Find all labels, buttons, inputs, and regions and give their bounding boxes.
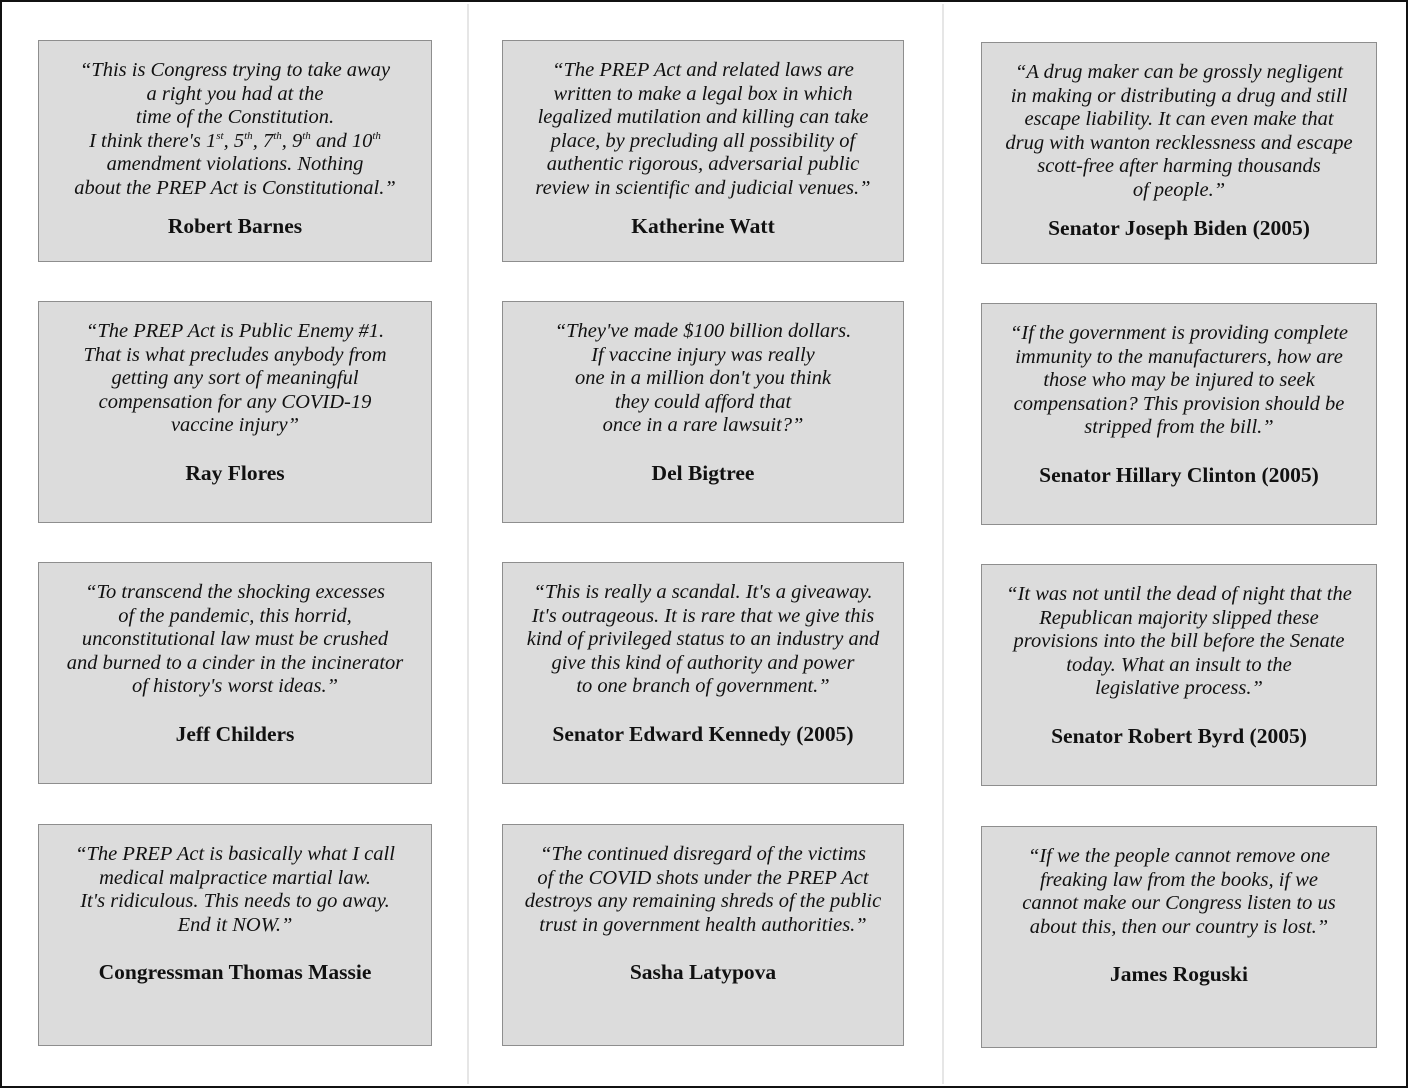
column-divider [467,4,469,1084]
quote-card-joseph-biden [981,42,1377,264]
quote-author: Del Bigtree [651,460,755,485]
quote-text: “The PREP Act is basically what I call medical malpractice martial law. It's ridiculous. This needs to go away. End it NOW.” [75,843,395,936]
quote-author: Ray Flores [185,460,285,485]
quote-author: Robert Barnes [167,213,303,238]
quote-card-del-bigtree [502,301,904,523]
quote-author: Senator Hillary Clinton (2005) [1039,462,1319,487]
quote-card-sasha-latypova [502,824,904,1046]
quote-text: “The continued disregard of the victims of the COVID shots under the PREP Act destroys any remaining shreds of the public trust in government health authorities.” [524,843,882,936]
quote-text: “To transcend the shocking excesses of the pandemic, this horrid, unconstitutional law must be crushed and burned to a cinder in the incinerator of history's worst ideas.” [66,581,404,698]
quote-text: “This is really a scandal. It's a giveaway. It's outrageous. It is rare that we give this kind of privileged status to an industry and give this kind of authority and power to one branch of government.” [526,581,880,698]
quote-text: “The PREP Act is Public Enemy #1. That is what precludes anybody from getting any sort of meaningful compensation for any COVID-19 vaccine injury” [83,320,387,437]
quote-text: “If we the people cannot remove one freaking law from the books, if we cannot make our Congress listen to us about this, then our country is lost.” [1022,845,1336,938]
quote-author: Jeff Childers [175,721,295,746]
quote-author: Congressman Thomas Massie [98,960,372,985]
quote-card-jeff-childers [38,562,432,784]
quote-text: “It was not until the dead of night that the Republican majority slipped these provisions into the bill before the Senate today. What an insult to the legislative process.” [1006,583,1352,700]
quote-text: “They've made $100 billion dollars. If vaccine injury was really one in a million don't you think they could afford that once in a rare lawsuit?” [554,320,852,437]
quote-card-james-roguski [981,826,1377,1048]
quote-text: “If the government is providing complete immunity to the manufacturers, how are those who may be injured to seek compensation? This provision should be stripped from the bill.” [1010,322,1348,439]
quote-author: Senator Edward Kennedy (2005) [552,721,854,746]
quote-author: Senator Joseph Biden (2005) [1048,215,1310,240]
quote-card-robert-byrd [981,564,1377,786]
quote-author: Katherine Watt [631,213,775,238]
quote-author: Senator Robert Byrd (2005) [1051,723,1307,748]
quote-card-ray-flores [38,301,432,523]
column-divider [942,4,944,1084]
quote-author: James Roguski [1110,962,1248,987]
quote-text: “The PREP Act and related laws are written to make a legal box in which legalized mutilation and killing can take place, by precluding all possibility of authentic rigorous, adversarial public review in scientific and judicial venues.” [535,59,871,199]
quote-author: Sasha Latypova [629,960,777,985]
quote-card-hillary-clinton [981,303,1377,525]
quote-text: “This is Congress trying to take away a right you had at the time of the Constitution. I think there's 1st, 5th, 7th, 9th and 10th amendment violations. Nothing about the PREP Act is Constitutional.” [74,59,396,199]
quote-card-robert-barnes [38,40,432,262]
quote-card-edward-kennedy [502,562,904,784]
quote-card-katherine-watt [502,40,904,262]
quote-text: “A drug maker can be grossly negligent in making or distributing a drug and still escape liability. It can even make that drug with wanton recklessness and escape scott-free after harming thousands of people.” [1005,61,1353,201]
quote-card-thomas-massie [38,824,432,1046]
